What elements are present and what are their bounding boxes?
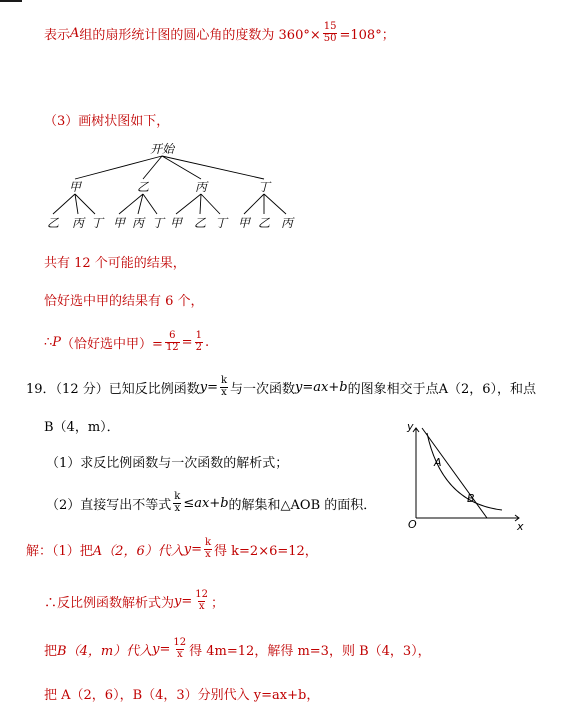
tree-l2: 丁: [214, 216, 228, 230]
q19-subquestion-2: [46, 492, 376, 514]
text: （1）求反比例函数与一次函数的解析式；: [46, 456, 289, 471]
fraction-k-x: [173, 492, 181, 514]
tree-l2: 乙: [46, 216, 60, 230]
tree-l2: 丁: [90, 216, 104, 230]
tree-l2: 丙: [280, 216, 294, 230]
frac-den: 2: [195, 341, 202, 353]
y-axis-label: y: [407, 420, 414, 433]
tree-l2: 丁: [151, 216, 165, 230]
q19-stem-line2: [44, 416, 120, 435]
text: （恰好选中甲）=: [61, 336, 163, 352]
text: 把 A（2，6），B（4，3）分别代入 y=ax+b，: [44, 688, 320, 703]
frac-den: x: [198, 600, 205, 612]
text: 与一次函数: [230, 381, 296, 397]
tree-l1-3: 丁: [257, 180, 271, 194]
text: A（2，6）代入: [92, 543, 184, 559]
frac-num: 12: [173, 637, 187, 648]
tree-l1-2: 丙: [194, 180, 208, 194]
x-axis-label: x: [517, 520, 524, 530]
text: 得 4m=12，解得 m=3，则 B（4，3），: [189, 643, 431, 659]
tree-l2: 乙: [193, 216, 207, 230]
probability-line: [44, 331, 209, 353]
q19-subquestion-1: [46, 452, 288, 471]
tree-l1-0: 甲: [68, 180, 82, 194]
frac-num: k: [204, 537, 212, 548]
text: ∴反比例函数解析式为: [44, 595, 175, 611]
text: A（2，6），和点: [438, 381, 537, 397]
solution-step-2: [44, 590, 224, 612]
text: 恰好选中甲的结果有 6 个，: [44, 294, 204, 309]
p-symbol: P: [52, 334, 62, 350]
text: B（4，m）代入: [57, 643, 153, 659]
frac-num: k: [220, 375, 228, 386]
tree-l2: 乙: [257, 216, 271, 230]
point-a-label: A: [434, 456, 442, 469]
text: =: [181, 334, 193, 350]
text: y=: [199, 379, 218, 395]
tree-l2: 甲: [169, 216, 183, 230]
tree-l1-1: 乙: [136, 180, 150, 194]
solution-step-1: [26, 538, 318, 560]
text: .: [204, 334, 210, 350]
fraction-1-2: [195, 331, 203, 353]
tree-l2: 丙: [131, 216, 145, 230]
tree-root: 开始: [149, 142, 175, 156]
fraction-15-50: [323, 22, 338, 44]
fraction-k-x: [220, 376, 228, 398]
text: y=: [152, 641, 171, 657]
tree-l2: 甲: [112, 216, 126, 230]
text: 的解集和△AOB 的面积．: [228, 497, 377, 513]
therefore: ∴: [44, 334, 53, 350]
part3-label: [44, 110, 169, 129]
frac-num: 15: [323, 21, 337, 32]
function-graph: [402, 418, 527, 530]
q19-stem-line1: [26, 376, 536, 398]
fraction-12-x: [172, 638, 187, 660]
fraction-6-12: [165, 331, 180, 353]
var-a: A: [70, 25, 80, 41]
frac-den: x: [221, 386, 227, 398]
fraction-k-x: [204, 538, 212, 560]
text: 共有 12 个可能的结果，: [44, 256, 186, 271]
tree-l2: 丙: [71, 216, 85, 230]
point-b-label: B: [467, 492, 475, 505]
q19-number: 19．（12 分）已知反比例函数: [26, 381, 200, 397]
origin-label: O: [408, 518, 417, 530]
frac-den: 50: [323, 32, 337, 44]
text: （3）画树状图如下，: [44, 114, 170, 129]
text: 表示: [44, 27, 71, 43]
text: y=: [174, 593, 193, 609]
page-corner-mark: [0, 0, 22, 2]
text: （2）直接写出不等式: [46, 497, 172, 513]
text: y=ax+b: [295, 379, 348, 395]
text: =108°；: [339, 27, 395, 43]
solution-step-3: [44, 638, 431, 660]
frac-den: x: [176, 648, 183, 660]
frac-num: 6: [169, 330, 176, 341]
frac-den: x: [174, 502, 181, 514]
text: B（4，m）．: [44, 420, 120, 435]
frac-num: 1: [195, 330, 202, 341]
text: 的图象相交于点: [347, 381, 439, 397]
frac-den: x: [205, 548, 211, 560]
tree-l2: 甲: [237, 216, 251, 230]
fraction-12-x: [194, 590, 209, 612]
frac-num: k: [174, 491, 181, 502]
text: ≤ax+b: [183, 495, 229, 511]
text: 得 k=2×6=12，: [214, 543, 318, 559]
central-angle-line: [44, 22, 395, 44]
text: 把: [44, 643, 58, 659]
text: y=: [183, 541, 202, 557]
total-outcomes: [44, 252, 186, 271]
text: 组的扇形统计图的圆心角的度数为 360°×: [79, 27, 321, 43]
tree-diagram: [40, 140, 310, 235]
favorable-outcomes: [44, 290, 204, 309]
frac-num: 12: [195, 589, 208, 600]
text: ；: [211, 595, 225, 611]
solution-step-4: [44, 684, 319, 703]
frac-den: 12: [165, 341, 179, 353]
text: 解：（1）把: [26, 543, 93, 559]
